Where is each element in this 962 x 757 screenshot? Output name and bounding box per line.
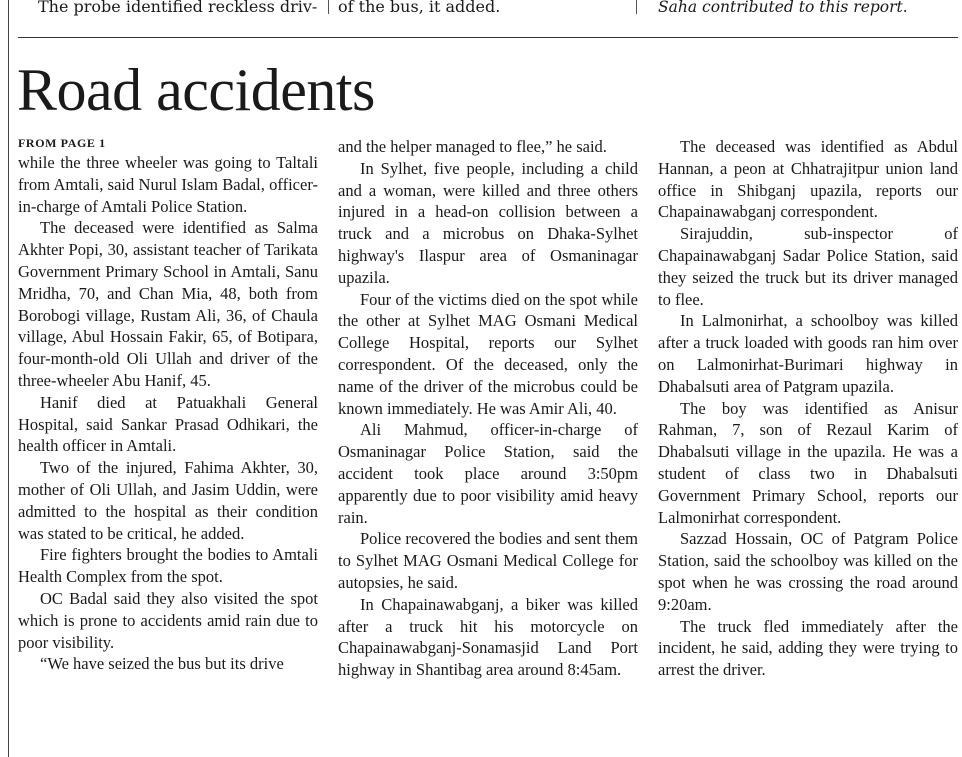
paragraph: Fire fighters brought the bodies to Amtali Health Complex from the spot. [18, 545, 318, 587]
headline: Road accidents [17, 57, 375, 123]
paragraph: while the three wheeler was going to Taltali from Amtali, said Nurul Islam Badal, officer-in-charge of Amtali Police Station. [18, 153, 318, 216]
paragraph: Sazzad Hossain, OC of Patgram Police Station, said the schoolboy was killed on the spot when he was crossing the road around 9:20am. [658, 529, 958, 614]
paragraph: The boy was identified as Anisur Rahman, 7, son of Rezaul Karim of Dhabalsuti village in the upazila. He was a student of class two in Dhabalsuti Government Primary School, reports our Lalmonirhat correspondent. [658, 398, 958, 527]
paragraph: The truck fled immediately after the incident, he said, adding they were trying to arrest the driver. [658, 616, 958, 680]
paragraph: The deceased were identified as Salma Akhter Popi, 30, assistant teacher of Tarikata Government Primary School in Amtali, Sanu Mridha, 70, and Chan Mia, 48, both from Borobogi village, Rustam Ali, 36, of Chaula village, Abul Hossain Fakir, 65, of Botipara, four-month-old Oli Ullah and driver of the three-wheeler Abu Hanif, 45. [18, 218, 318, 390]
article-column-3 [658, 136, 958, 756]
fragment-col3: Saha contributed to this report. [658, 0, 908, 16]
paragraph: In Chapainawabganj, a biker was killed after a truck hit his motorcycle on Chapainawabganj-Sonamasjid Land Port highway in Shantibag area around 8:45am. [338, 594, 638, 680]
column-divider [328, 0, 329, 14]
column-divider [636, 0, 637, 14]
paragraph: Four of the victims died on the spot while the other at Sylhet MAG Osmani Medical College Hospital, reports our Sylhet correspondent. Of the deceased, only the name of the driver of the microbus could be known immediately. He was Amir Ali, 40. [338, 289, 638, 418]
paragraph: The deceased was identified as Abdul Hannan, a peon at Chhatrajitpur union land office in Shibganj upazila, reports our Chapainawabganj correspondent. [658, 137, 958, 222]
paragraph: Hanif died at Patuakhali General Hospital, said Sankar Prasad Odhikari, the health officer in Amtali. [18, 392, 318, 456]
fragment-col2: of the bus, it added. [338, 0, 501, 16]
article-column-2 [338, 136, 638, 756]
paragraph: Two of the injured, Fahima Akhter, 30, mother of Oli Ullah, and Jasim Uddin, were admitted to the hospital as their condition was stated to be critical, he added. [18, 458, 318, 543]
paragraph: Sirajuddin, sub-inspector of Chapainawabganj Sadar Police Station, said they seized the truck but its driver managed to flee. [658, 224, 958, 309]
paragraph: In Sylhet, five people, including a child and a woman, were killed and three others injured in a head-on collision between a truck and a microbus on Dhaka-Sylhet highway's Ilaspur area of Osmaninagar upazila. [338, 158, 638, 287]
paragraph: OC Badal said they also visited the spot which is prone to accidents amid rain due to poor visibility. [18, 588, 318, 652]
page-left-rule [8, 0, 9, 757]
paragraph: Police recovered the bodies and sent them to Sylhet MAG Osmani Medical College for autopsies, he said. [338, 529, 638, 592]
kicker: FROM PAGE 1 [18, 136, 106, 150]
paragraph: Ali Mahmud, officer-in-charge of Osmaninagar Police Station, said the accident took place around 3:50pm apparently due to poor visibility amid heavy rain. [338, 420, 638, 527]
paragraph: In Lalmonirhat, a schoolboy was killed after a truck loaded with goods ran him over on Lalmonirhat-Burimari highway in Dhabalsuti area of Patgram upazila. [658, 311, 958, 396]
previous-article-fragment [0, 0, 962, 30]
section-rule [18, 37, 958, 38]
article-column-1 [18, 136, 318, 756]
fragment-col1: The probe identified reckless driv- [38, 0, 318, 16]
paragraph: and the helper managed to flee,” he said. [338, 137, 607, 156]
paragraph: “We have seized the bus but its drive [40, 654, 284, 674]
